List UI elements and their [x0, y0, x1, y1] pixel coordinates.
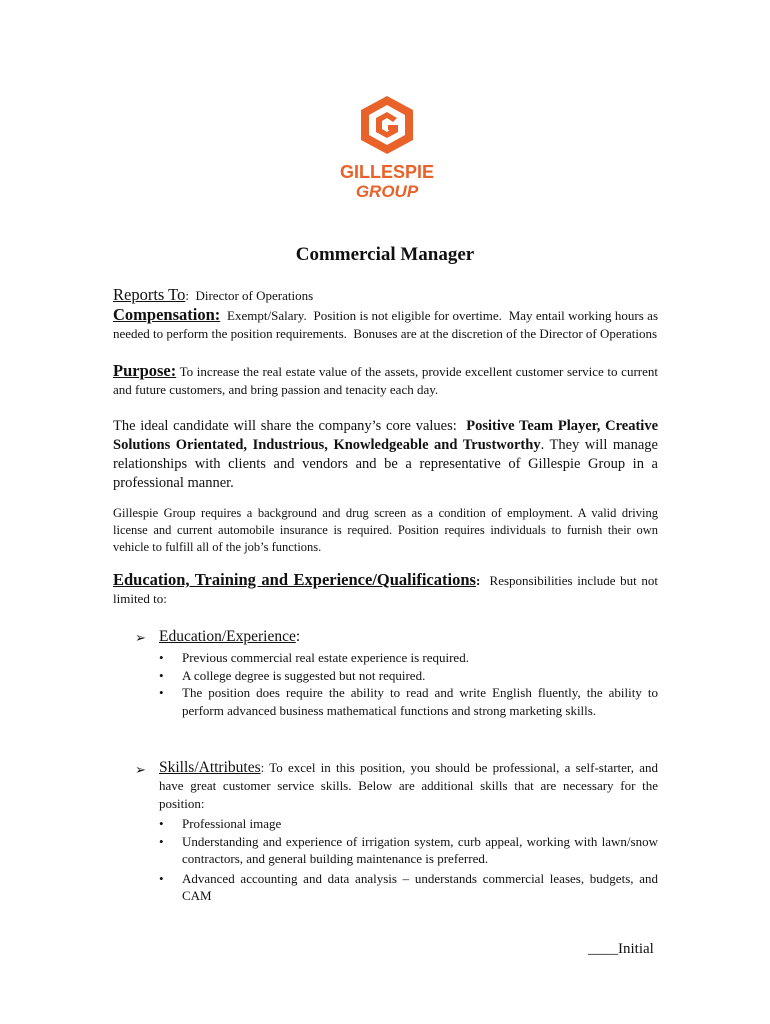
list-item-text: Previous commercial real estate experience is required.	[182, 650, 469, 665]
initial-field	[588, 941, 654, 958]
bullet-icon: •	[159, 650, 164, 665]
list-item-text: The position does require the ability to read and write English fluently, the ability to perform advanced business mathematical functions and strong marketing skills.	[182, 685, 658, 718]
skills-list	[159, 815, 658, 905]
skills-label: Skills/Attributes	[159, 759, 261, 776]
values-bold: Positive Team Player, Creative Solutions Orientated, Industrious, Knowledgeable and Trustworthy	[113, 418, 658, 453]
logo-name: GILLESPIE	[339, 162, 435, 182]
purpose-text: To increase the real estate value of the assets, provide excellent customer service to current and future customers, and bring passion and tenacity each day.	[113, 364, 658, 397]
gillespie-group-logo	[333, 94, 441, 206]
values-rest: . They will manage relationships with clients and vendors and be a representative of Gillespie Group in a professional manner.	[113, 437, 658, 491]
compensation-section	[113, 305, 662, 342]
education-label: Education/Experience	[159, 628, 296, 645]
list-item	[159, 649, 658, 667]
values-section	[113, 417, 658, 493]
screening-section	[113, 505, 658, 556]
purpose-section	[113, 362, 658, 398]
list-item-text: Professional image	[182, 816, 282, 831]
list-item	[159, 870, 658, 905]
edu-heading-sep: :	[475, 573, 481, 588]
list-item-text: Advanced accounting and data analysis – understands commercial leases, budgets, and CAM	[182, 870, 658, 903]
bullet-icon: •	[159, 870, 164, 886]
list-item-text: Understanding and experience of irrigation system, curb appeal, working with lawn/snow contractors, and general building maintenance is preferred.	[182, 833, 658, 866]
reports-to-section	[113, 286, 658, 305]
reports-to-value: Director of Operations	[188, 288, 314, 303]
bullet-icon: •	[159, 833, 164, 849]
edu-heading-label: Education, Training and Experience/Qualifications	[113, 570, 476, 589]
page-title: Commercial Manager	[295, 244, 475, 265]
bullet-icon: •	[159, 685, 164, 700]
bullet-icon: •	[159, 667, 164, 683]
skills-section	[135, 759, 658, 813]
screening-text: Gillespie Group requires a background and drug screen as a condition of employment. A valid driving license and current automobile insurance is required. Position requires individuals to furnish their own vehicle to fulfill all of the job’s functions.	[113, 506, 658, 554]
education-list	[159, 649, 658, 719]
purpose-label: Purpose:	[113, 361, 177, 380]
arrow-bullet-icon: ➢	[135, 762, 146, 777]
list-item	[159, 667, 658, 685]
values-lead: The ideal candidate will share the company’s core values:	[113, 418, 467, 434]
list-item	[159, 815, 658, 833]
reports-to-sep: :	[185, 288, 189, 303]
logo-mark	[333, 94, 441, 206]
education-heading-section	[113, 570, 662, 607]
initial-label: Initial	[618, 941, 654, 957]
initial-blank: ____	[588, 941, 618, 957]
skills-text: : To excel in this position, you should be professional, a self-starter, and have great customer service skills. Below are additional skills that are necessary for the position:	[159, 760, 658, 811]
compensation-label: Compensation:	[113, 305, 221, 324]
list-item	[159, 833, 658, 868]
list-item-text: A college degree is suggested but not required.	[182, 667, 426, 683]
education-sep: :	[295, 628, 301, 645]
arrow-bullet-icon: ➢	[135, 630, 146, 645]
list-item	[159, 684, 658, 719]
education-section	[135, 627, 658, 647]
bullet-icon: •	[159, 816, 164, 831]
reports-to-label: Reports To	[113, 285, 186, 304]
logo-sub: GROUP	[355, 182, 419, 201]
compensation-text: Exempt/Salary. Position is not eligible for overtime. May entail working hours as needed to perform the position requirements. Bonuses are at the discretion of the Director of Operations	[113, 308, 662, 341]
edu-heading-text: Responsibilities include but not limited to:	[113, 573, 662, 606]
